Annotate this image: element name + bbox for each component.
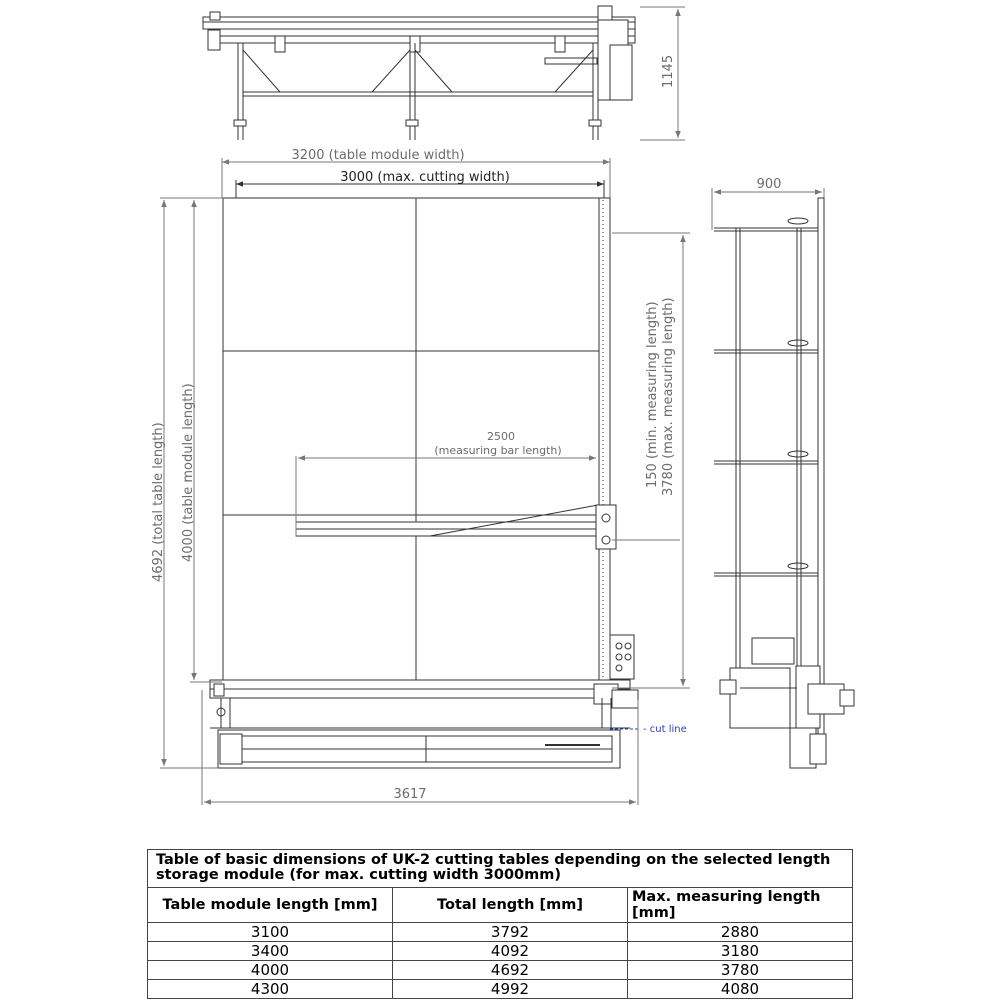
table-cell: 4300: [148, 980, 393, 999]
max-measuring-length-label: 3780 (max. measuring length): [661, 297, 676, 496]
table-caption-row: [148, 850, 853, 888]
side-width-label: 900: [756, 177, 782, 192]
measuring-bar-value: 2500: [487, 430, 515, 443]
table-row: [148, 980, 853, 999]
overall-width-label: 3617: [393, 787, 427, 802]
table-cell: 4092: [393, 942, 628, 961]
total-table-length-label: 4692 (total table length): [151, 422, 166, 582]
dimensions-table: [147, 849, 853, 999]
table-cell: 4692: [393, 961, 628, 980]
cut-line-label: - cut line: [643, 724, 687, 735]
table-cell: 4000: [148, 961, 393, 980]
height-front-label: 1145: [661, 54, 676, 88]
table-caption: Table of basic dimensions of UK-2 cutting tables depending on the selected length storage module (for max. cutting width 3000mm): [148, 850, 853, 888]
table-cell: 2880: [628, 923, 853, 942]
table-cell: 3400: [148, 942, 393, 961]
table-row: [148, 961, 853, 980]
table-cell: 4992: [393, 980, 628, 999]
table-cell: 4080: [628, 980, 853, 999]
min-measuring-length-label: 150 (min. measuring length): [645, 301, 660, 488]
table-cell: 3100: [148, 923, 393, 942]
measuring-bar-label: (measuring bar length): [434, 444, 562, 457]
side-view: [714, 198, 854, 768]
header-max-measuring-length: Max. measuring length [mm]: [628, 888, 853, 923]
side-width-dimension: [712, 188, 824, 230]
table-cell: 3792: [393, 923, 628, 942]
table-row: [148, 942, 853, 961]
header-total-length: Total length [mm]: [393, 888, 628, 923]
table-module-width-label: 3200 (table module width): [291, 148, 465, 163]
plan-view: [210, 198, 638, 768]
table-cell: 3780: [628, 961, 853, 980]
table-row: [148, 923, 853, 942]
table-module-length-label: 4000 (table module length): [181, 383, 196, 562]
header-table-module-length: Table module length [mm]: [148, 888, 393, 923]
table-cell: 3180: [628, 942, 853, 961]
front-view: [203, 6, 635, 140]
max-cutting-width-label: 3000 (max. cutting width): [340, 170, 510, 185]
table-header-row: [148, 888, 853, 923]
